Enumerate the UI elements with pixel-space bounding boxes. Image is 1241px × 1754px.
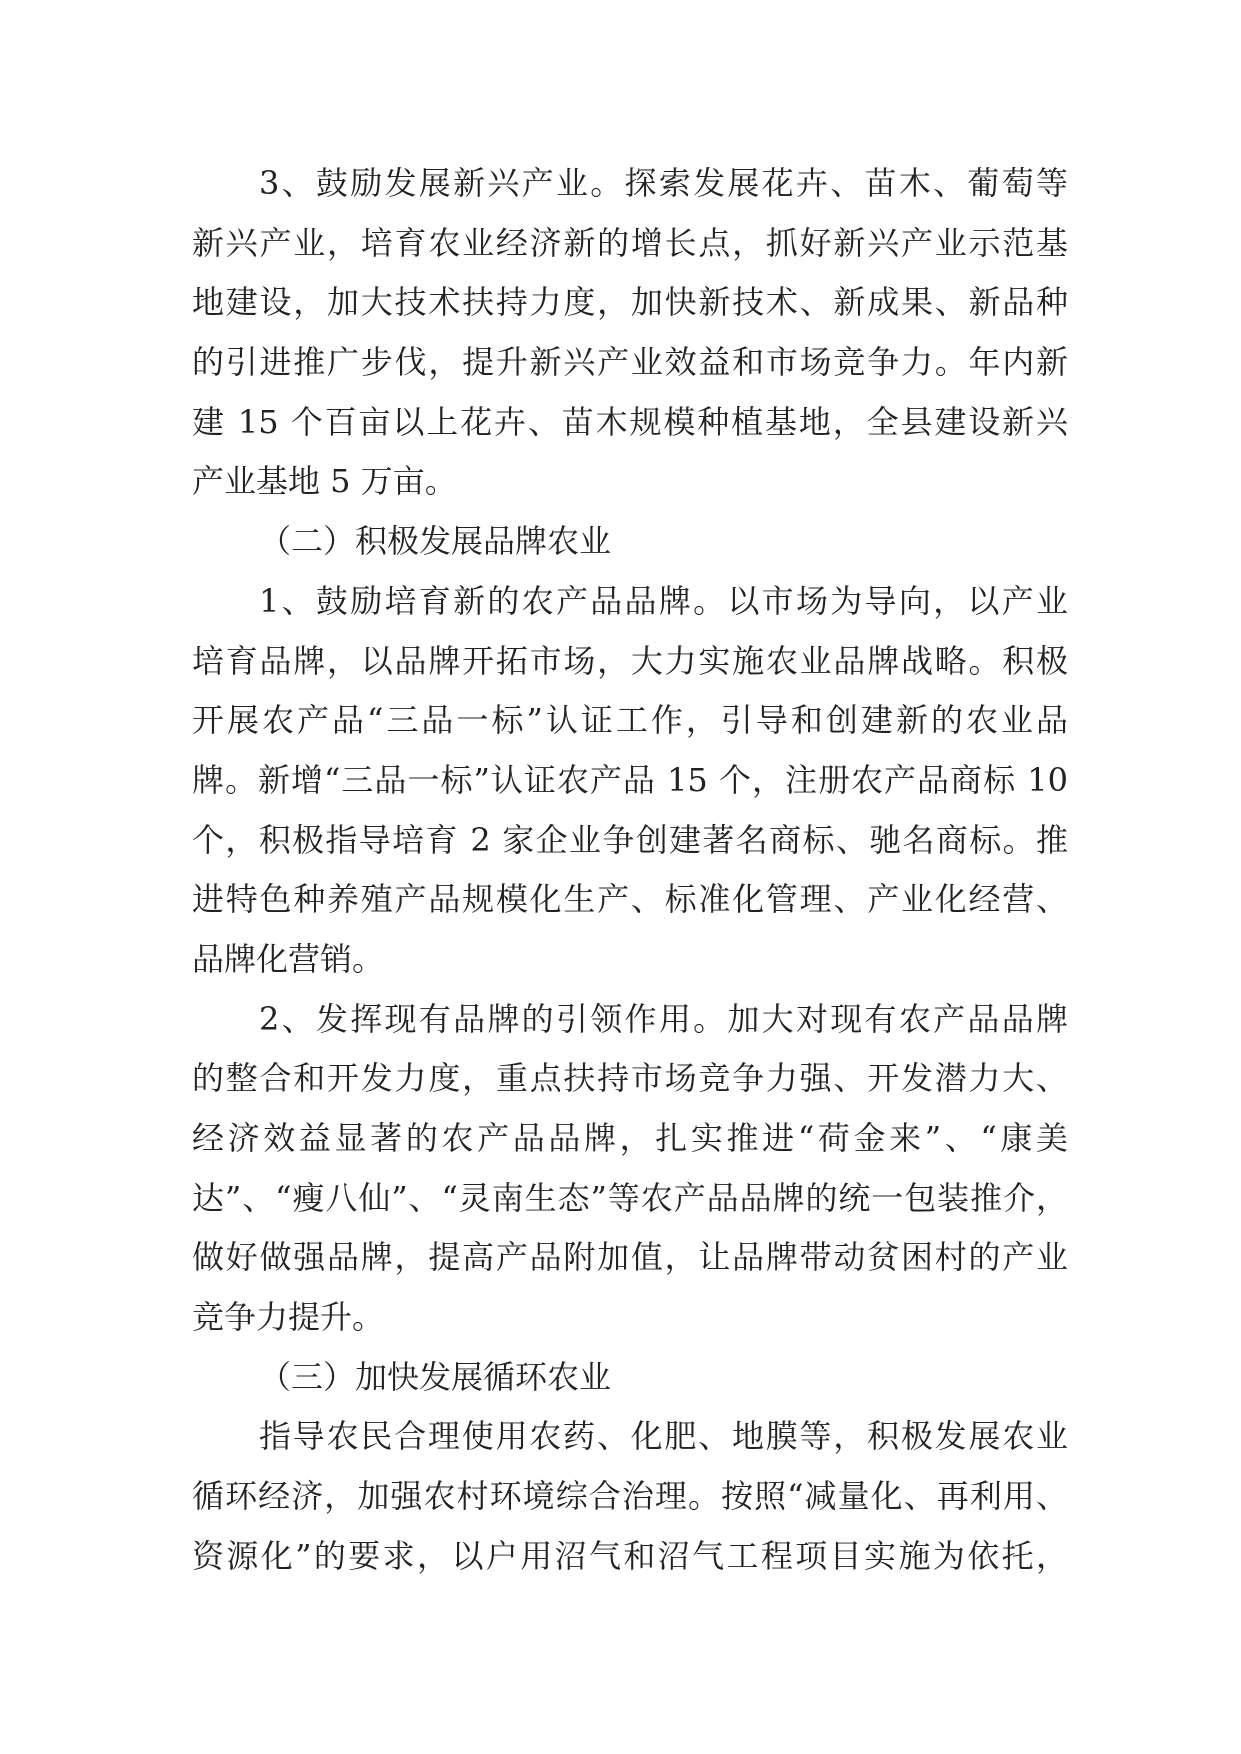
paragraph-line: 循环经济，加强农村环境综合治理。按照“减量化、再利用、 [192,1477,1068,1516]
paragraph-line: 竞争力提升。 [192,1298,385,1337]
paragraph-line: 培育品牌，以品牌开拓市场，大力实施农业品牌战略。积极 [192,641,1068,680]
paragraph-line: 3、鼓励发展新兴产业。探索发展花卉、苗木、葡萄等 [259,164,1068,202]
paragraph-line: 指导农民合理使用农药、化肥、地膜等，积极发展农业 [259,1417,1068,1456]
paragraph-line: 品牌化营销。 [192,939,385,978]
paragraph-line: 地建设，加大技术扶持力度，加快新技术、新成果、新品种 [192,283,1068,322]
paragraph-line: 个，积极指导培育 2 家企业争创建著名商标、驰名商标。推 [192,820,1068,859]
paragraph-line: 产业基地 5 万亩。 [192,462,457,501]
paragraph-line: 经济效益显著的农产品品牌，扎实推进“荷金来”、“康美 [192,1119,1068,1157]
paragraph-line: 开展农产品“三品一标”认证工作，引导和创建新的农业品 [192,701,1068,740]
section-heading-brand-agriculture: （二）积极发展品牌农业 [259,522,612,561]
paragraph-line: 新兴产业，培育农业经济新的增长点，抓好新兴产业示范基 [192,223,1068,262]
document-body [192,154,1068,1587]
paragraph-line: 建 15 个百亩以上花卉、苗木规模种植基地，全县建设新兴 [192,402,1068,441]
paragraph-line: 的引进推广步伐，提升新兴产业效益和市场竞争力。年内新 [192,343,1068,382]
paragraph-line: 1、鼓励培育新的农产品品牌。以市场为导向，以产业 [259,581,1068,620]
paragraph-line: 进特色种养殖产品规模化生产、标准化管理、产业化经营、 [192,880,1068,919]
paragraph-new-brands [192,572,1068,990]
paragraph-line: 做好做强品牌，提高产品附加值，让品牌带动贫困村的产业 [192,1238,1068,1277]
paragraph-line: 牌。新增“三品一标”认证农产品 15 个，注册农产品商标 10 [192,760,1068,799]
paragraph-line: 达”、“瘦八仙”、“灵南生态”等农产品品牌的统一包装推介， [192,1178,1068,1217]
paragraph-circular-economy [192,1407,1068,1586]
section-heading-circular-agriculture: （三）加快发展循环农业 [259,1357,612,1396]
paragraph-existing-brands [192,990,1068,1348]
paragraph-line: 2、发挥现有品牌的引领作用。加大对现有农产品品牌 [259,999,1068,1038]
paragraph-line: 资源化”的要求，以户用沼气和沼气工程项目实施为依托， [192,1536,1068,1575]
paragraph-emerging-industries [192,154,1068,512]
paragraph-line: 的整合和开发力度，重点扶持市场竞争力强、开发潜力大、 [192,1059,1068,1098]
